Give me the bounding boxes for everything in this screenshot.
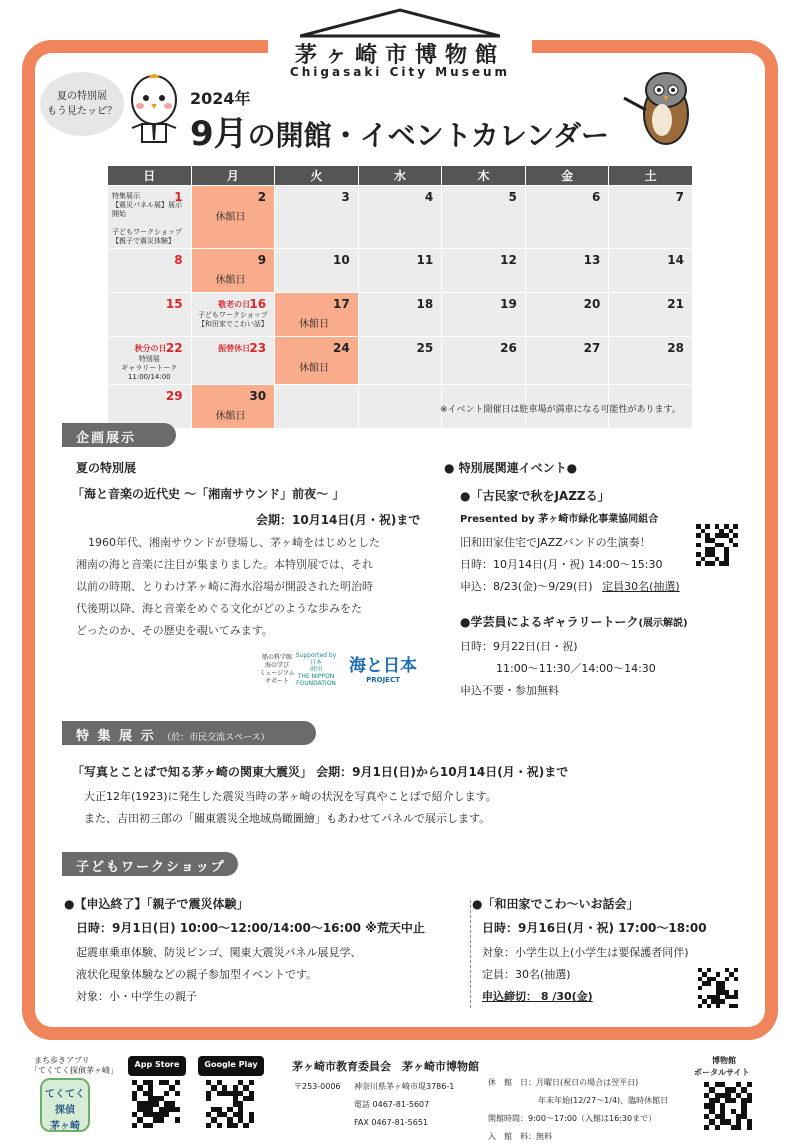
calendar-day-cell [358,337,442,385]
portal-caption-2: ポータルサイト [694,1068,750,1077]
qr-module [249,1117,254,1122]
day-number: 12 [500,253,517,267]
app-caption-2: 「てくてく探偵茅ヶ崎」 [30,1066,118,1075]
calendar-day-cell [358,186,442,249]
qr-module [725,977,729,981]
calendar-day-cell [108,249,192,293]
day-number: 18 [416,297,434,311]
holiday-label: 敬老の日 [218,300,251,309]
ws1-line-2: 液状化現象体験などの親子参加型イベントです。 [76,968,318,981]
event2-title-sub: (展示解説) [638,618,688,629]
event1-apply-period: 申込：8/23(金)～9/29(日) [460,580,593,593]
title-month: 9月 [190,114,248,154]
day-number: 13 [583,253,601,267]
app-caption-1: まち歩きアプリ [34,1056,90,1065]
day-event-notes: 特集展示 【震災パネル展】展示開始 子どもワークショップ 【親子で震災体験】 [112,192,182,245]
ws2-target: 対象：小学生以上(小学生は要保護者同伴) [482,946,689,959]
app-store-qr-code[interactable] [132,1080,180,1128]
calendar-year: 2024年 [190,89,251,108]
calendar-empty-cell [275,385,359,429]
special-line-2: また、吉田初三郎の「關東震災全地域鳥瞰圖繪」もあわせてパネルで展示します。 [84,812,491,825]
qr-module [734,995,738,999]
day-number: 4 [424,190,434,204]
qr-module [249,1096,254,1101]
day-number: 17 [332,297,350,311]
calendar-day-cell [191,249,275,293]
footer-hours: 開館時間：9:00～17:00（入館は16:30まで） [488,1114,657,1123]
qr-module [736,1125,741,1130]
calendar-day-cell [442,186,526,249]
calendar-week-row [108,337,693,385]
qr-module [164,1112,169,1117]
event2-title [460,612,688,634]
day-number: 27 [583,341,601,355]
workshop-divider [470,900,471,1008]
qr-module [707,981,711,985]
day-number: 1 [174,190,183,204]
museum-name-jp: 茅ヶ崎市博物館 [294,43,505,68]
speech-bubble [40,72,124,136]
calendar-empty-cell [358,385,442,429]
exhibition-subtitle: 「海と音楽の近代史 ～「湘南サウンド」前夜～ 」 [72,487,345,501]
qr-module [175,1117,180,1122]
calendar-day-cell [609,337,693,385]
exhibition-line: 代後期以降、海と音楽をめぐる文化がどのような歩みをた [76,602,362,615]
calendar-week-row [108,186,693,249]
footer-closed-days-2: 年末年始(12/27～1/4)、臨時休館日 [538,1096,669,1105]
event1-qr-code[interactable] [696,524,738,566]
qr-module [698,986,702,990]
calendar-day-cell [525,293,609,337]
footer-org: 茅ヶ崎市教育委員会 茅ヶ崎市博物館 [292,1060,479,1073]
qr-module [731,1098,736,1103]
ws2-capacity: 定員：30名(抽選) [482,968,571,981]
calendar-day-cell [525,186,609,249]
speech-bubble-text: 夏の特別展 もう見たッピ？ [47,91,117,117]
ws1-title: ●【申込終了】「親子で震災体験」 [64,897,249,911]
calendar-day-cell [442,249,526,293]
qr-module [206,1123,211,1128]
closed-day-label: 休館日 [215,212,246,223]
calendar-day-cell [108,293,192,337]
calendar-day-cell [191,337,275,385]
app-store-badge[interactable]: App Store [128,1056,186,1076]
qr-module [696,533,701,538]
qr-module [720,999,724,1003]
day-number: 19 [500,297,517,311]
google-play-badge[interactable]: Google Play [198,1056,264,1076]
day-number: 2 [257,190,267,204]
weekday-header: 木 [442,166,526,186]
calendar-day-cell [358,249,442,293]
mascot-bird-icon [124,68,184,150]
day-number: 16 [249,297,267,311]
holiday-label: 振替休日 [218,344,251,353]
calendar-day-cell [609,186,693,249]
qr-module [747,1125,752,1130]
section-exhibition: 企画展示 [62,423,176,447]
qr-module [696,561,701,566]
day-number: 6 [592,190,601,204]
event2-title-main: ●学芸員によるギャラリートーク [460,615,639,629]
event-calendar [107,165,693,429]
museum-name-en: Chigasaki City Museum [289,65,511,79]
event1-date: 日時：10月14日(月・祝) 14:00～15:30 [460,558,663,571]
day-number: 22 [165,341,183,355]
special-title: 「写真とことばで知る茅ヶ崎の関東大震災」 会期：9月1日(日)から10月14日(月・祝)まで [72,765,569,779]
calendar-day-cell [191,186,275,249]
closed-day-label: 休館日 [215,411,246,422]
day-number: 15 [165,297,183,311]
ws1-line-1: 起震車乗車体験、防災ビンゴ、関東大震災パネル展見学、 [76,946,362,959]
app-icon-text: てくてく 探偵 茅ヶ崎 [45,1089,85,1132]
closed-day-label: 休館日 [299,319,330,330]
calendar-day-cell [609,293,693,337]
ws1-date: 日時：9月1日(日) 10:00～12:00/14:00～16:00 ※荒天中止 [76,921,425,935]
day-number: 25 [416,341,434,355]
exhibition-description [76,532,380,642]
qr-module [710,561,715,566]
calendar-day-cell [108,385,192,429]
day-number: 24 [332,341,350,355]
weekday-header: 土 [609,166,693,186]
footer-address: 神奈川県茅ヶ崎市堤3786-1 [354,1082,455,1091]
qr-module [698,1004,702,1008]
footer-zip: 〒253-0006 [294,1082,341,1091]
day-number: 23 [249,341,267,355]
day-number: 8 [174,253,183,267]
day-number: 9 [257,253,267,267]
portal-caption-1: 博物館 [712,1056,736,1065]
event1-capacity: 定員30名(抽選) [602,580,680,593]
event1-presented: Presented by 茅ヶ崎市緑化事業協同組合 [460,514,659,525]
day-number: 7 [675,190,684,204]
nippon-foundation-logo: Supported by 日本 財団 THE NIPPON FOUNDATION [295,652,337,687]
qr-module [175,1091,180,1096]
qr-module [733,524,738,529]
closed-day-label: 休館日 [299,363,330,374]
qr-module [705,524,710,529]
qr-module [747,1082,752,1087]
qr-module [148,1123,153,1128]
qr-module [206,1096,211,1101]
calendar-day-cell [609,249,693,293]
qr-module [707,1004,711,1008]
qr-module [175,1107,180,1112]
section-special-sub: （於：市民交流スペース） [162,733,270,743]
qr-module [724,561,729,566]
weekday-header: 火 [275,166,359,186]
qr-module [233,1123,238,1128]
qr-module [734,977,738,981]
portal-qr-code[interactable] [704,1082,752,1130]
weekday-header: 月 [191,166,275,186]
calendar-week-row [108,249,693,293]
day-number: 26 [500,341,517,355]
google-play-qr-code[interactable] [206,1080,254,1128]
exhibition-line: 1960年代、湘南サウンドが登場し、茅ヶ崎をはじめとした [88,536,380,549]
qr-module [249,1080,254,1085]
umi-to-nippon-logo [346,656,420,685]
calendar-day-cell [191,385,275,429]
event1-apply [460,576,680,598]
day-number: 29 [165,389,183,403]
calendar-day-cell [275,337,359,385]
weekday-header: 金 [525,166,609,186]
qr-module [747,1098,752,1103]
ws2-deadline: 申込締切： 8 /30(金) [482,990,593,1003]
ws2-title: ●「和田家でこわ～いお話会」 [472,897,639,911]
day-event-notes: 子どもワークショップ 【和田家でこわい話】 [197,311,268,328]
footer-closed-days: 休 館 日：月曜日(祝日の場合は翌平日) [488,1078,639,1087]
title-rest: の開館・イベントカレンダー [247,119,610,152]
museum-roof-logo [300,8,500,38]
qr-module [159,1117,164,1122]
footer-tel: 電話 0467-81-5607 [354,1100,430,1109]
weekday-header: 日 [108,166,192,186]
footer-fee: 入 館 料：無料 [488,1132,552,1141]
calendar-day-cell [275,293,359,337]
section-special-title: 特 集 展 示 [76,729,156,744]
footer-fax: FAX 0467-81-5651 [354,1118,429,1127]
page-title [190,106,609,155]
event2-date: 日時：9月22日(日・祝) [460,640,578,653]
qr-module [734,968,738,972]
exhibition-line: どったのか、その歴史を覗いてみます。 [76,624,273,637]
special-line-1: 大正12年(1923)に発生した震災当時の茅ヶ崎の状況を写真やことばで紹介します。 [84,790,497,803]
umi-logo-sub: PROJECT [366,676,400,684]
day-number: 3 [341,190,350,204]
day-number: 14 [667,253,684,267]
day-event-notes: 特別展 ギャラリートーク 11:00/14:00 [121,355,178,381]
day-number: 30 [249,389,267,403]
day-number: 5 [508,190,517,204]
qr-module [175,1080,180,1085]
qr-module [164,1091,169,1096]
qr-module [217,1123,222,1128]
calendar-week-row [108,293,693,337]
calendar-day-cell [525,337,609,385]
calendar-day-cell [275,249,359,293]
calendar-day-cell [191,293,275,337]
calendar-day-cell [108,186,192,249]
weekday-header: 水 [358,166,442,186]
section-special [62,721,316,745]
event1-description: 旧和田家住宅でJAZZバンドの生演奏！ [460,536,651,549]
qr-module [734,1004,738,1008]
qr-module [704,1125,709,1130]
exhibition-name: 夏の特別展 [76,461,137,475]
ws2-qr-code[interactable] [698,968,738,1008]
qr-module [716,972,720,976]
holiday-label: 秋分の日 [134,344,167,353]
qr-module [707,968,711,972]
calendar-note: ※イベント開催日は駐車場が満車になる可能性があります。 [440,405,681,415]
exhibition-period: 会期：10月14日(月・祝)まで [256,513,421,527]
qr-module [696,543,701,548]
ws2-date: 日時：9月16日(月・祝) 17:00～18:00 [482,921,707,935]
qr-module [715,1125,720,1130]
qr-module [243,1123,248,1128]
day-number: 21 [667,297,684,311]
exhibition-line: 以前の時期、とりわけ茅ヶ崎に海水浴場が開設された明治時 [76,580,373,593]
day-number: 20 [583,297,601,311]
event2-note: 申込不要・参加無料 [460,684,559,697]
event1-title: ●「古民家で秋をJAZZる」 [460,489,610,503]
calendar-day-cell [525,249,609,293]
day-number: 11 [416,253,434,267]
tekuteku-app-icon[interactable] [40,1078,90,1132]
ws1-target: 対象：小・中学生の親子 [76,990,197,1003]
qr-module [733,543,738,548]
mascot-owl-icon [622,70,706,152]
calendar-day-cell [108,337,192,385]
closed-day-label: 休館日 [215,275,246,286]
related-events-heading: ● 特別展関連イベント● [444,461,578,475]
calendar-day-cell [358,293,442,337]
section-workshop: 子どもワークショップ [62,852,238,876]
ship-science-logo: 船の科学館 海の学び ミュージアム サポート [259,654,295,685]
qr-module [733,533,738,538]
calendar-day-cell [442,337,526,385]
day-number: 10 [332,253,350,267]
calendar-day-cell [442,293,526,337]
event2-time: 11:00～11:30／14:00～14:30 [496,662,656,675]
day-number: 28 [667,341,684,355]
umi-logo-main: 海と日本 [349,656,417,676]
calendar-day-cell [275,186,359,249]
qr-module [132,1123,137,1128]
qr-module [716,1004,720,1008]
exhibition-line: 湘南の海と音楽に注目が集まりました。本特別展では、それ [76,558,373,571]
